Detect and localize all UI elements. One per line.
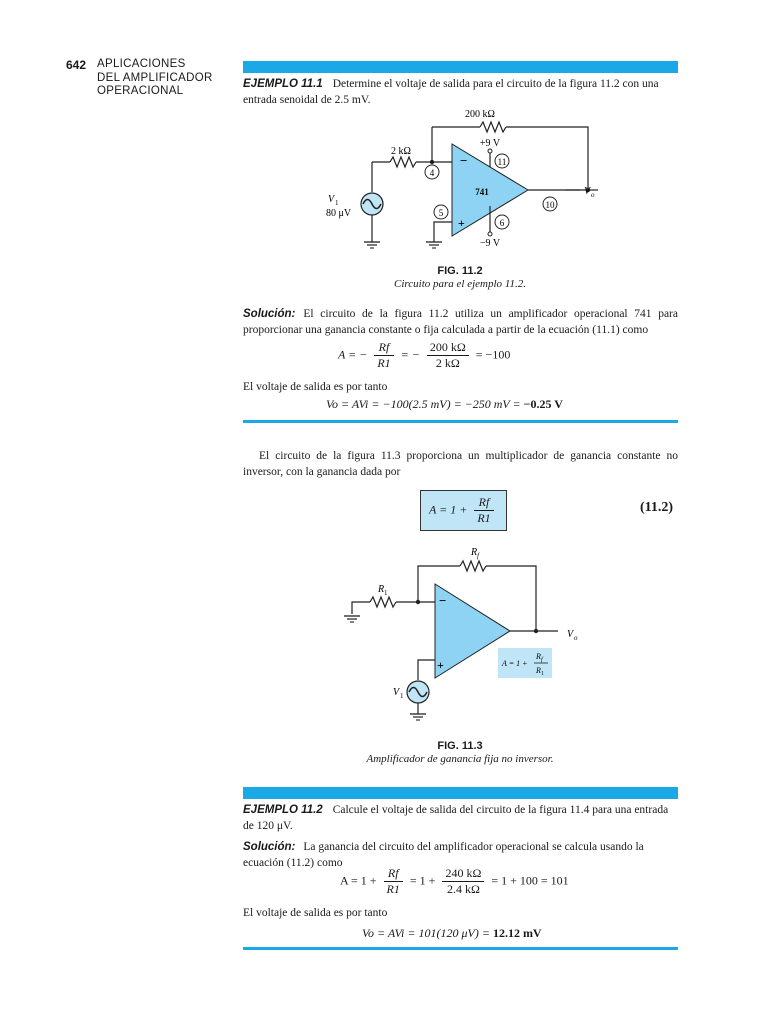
solution-text: La ganancia del circuito del amplificador operacional se calcula usando la ecuación (11.2) como [243,841,644,869]
vminus-label: −9 V [479,238,501,249]
output-equation-11-1 [326,397,563,412]
plus-sign: + [437,658,444,672]
pin-4: 4 [429,168,435,178]
chapter-title-line: APLICACIONES [97,58,186,70]
source-sub: 1 [400,692,404,700]
boxed-equation-11-2 [420,490,507,531]
eq-rhs: = 1 + 100 = 101 [491,873,569,888]
gain-box-den-sub: 1 [541,671,544,677]
eq-frac1-num: Rf [384,866,403,882]
eq-frac2-den: 2 kΩ [435,356,460,370]
opamp-label: 741 [475,187,489,197]
solution-text: El circuito de la figura 11.2 utiliza un amplificador operacional 741 para proporcionar una ganancia constante o fija calculada a partir de la ecuación (11.1) como [243,308,678,336]
output-result: 12.12 mV [492,926,542,940]
example-text: Determine el voltaje de salida para el circuito de la figura 11.2 con una entrada senoidal de 2.5 mV. [243,78,659,106]
vplus-label: +9 V [479,138,501,149]
output-eq: Vo = AVi = 101(120 μV) = [362,926,490,940]
example-bottom-bar [243,420,678,423]
rf-resistor [480,122,506,132]
solution-label: Solución: [243,308,296,320]
eq-frac1-num: Rf [374,340,393,356]
boxed-eq-num: Rf [474,495,493,511]
example-11-2-statement [243,802,678,834]
source-name: V [328,194,335,205]
fig-11-2-caption: Circuito para el ejemplo 11.2. [394,278,526,290]
eq-mid: = 1 + [409,873,436,888]
eq-mid: = − [400,347,420,362]
eq-rhs: = −100 [475,347,511,362]
rf-label: R [471,547,478,558]
example-bottom-bar [243,947,678,950]
figure-11-3-circuit [338,542,598,732]
eq-frac2-den: 2.4 kΩ [446,882,480,896]
example-top-bar [243,787,678,799]
source-sub: 1 [335,199,339,207]
r1-resistor [390,157,416,167]
example-top-bar [243,61,678,73]
minus-sign: − [460,153,468,168]
solution-11-1 [243,306,678,338]
chapter-title-line: DEL AMPLIFICADOR [97,71,213,84]
gain-box-lhs: A = 1 + [502,659,528,668]
minus-sign: − [439,593,447,608]
figure-11-2-circuit [300,104,630,256]
page-number: 642 [66,58,87,72]
eq-frac2-num: 240 kΩ [442,866,484,882]
boxed-eq-lhs: A = 1 + [429,502,468,517]
rf-sub: f [477,552,479,560]
example-label: EJEMPLO 11.1 [243,78,323,90]
gain-box-den: R [536,666,541,675]
example-text: Calcule el voltaje de salida del circuito de la figura 11.4 para una entrada de 120 μV. [243,804,669,832]
rf-label: 200 kΩ [465,109,495,120]
chapter-title-line: OPERACIONAL [97,85,184,97]
pin-11: 11 [497,157,507,167]
noninverting-paragraph: El circuito de la figura 11.3 proporciona un multiplicador de ganancia constante no inversor, con la ganancia dada por [243,450,678,478]
gain-box-num-sub: f [541,657,543,663]
output-sub: o [574,634,578,642]
eq-lhs: A = − [338,347,368,362]
solution-label: Solución: [243,841,296,853]
source-name: V [393,687,400,698]
eq-frac2-num: 200 kΩ [427,340,469,356]
output-vo-sub: o [591,191,595,199]
r1-resistor [370,597,396,607]
equation-number: (11.2) [640,500,674,515]
source-value: 80 μV [326,208,352,219]
output-intro-11-1: El voltaje de salida es por tanto [243,381,388,393]
fig-11-3-caption: Amplificador de ganancia fija no inversor. [366,753,554,765]
gain-equation-11-2 [340,866,569,897]
output-equation-11-2 [362,926,542,941]
output-vo: V [584,186,591,197]
eq-lhs: A = 1 + [340,873,377,888]
fig-11-3-label: FIG. 11.3 [437,740,483,752]
gain-box-num: R [536,652,541,661]
pin-10: 10 [545,200,555,210]
r1-sub: 1 [384,589,388,597]
gain-equation-11-1 [338,340,510,371]
output-eq: Vo = AVi = −100(2.5 mV) = −250 mV = [326,397,521,411]
pin-6: 6 [499,218,505,228]
r1-label: 2 kΩ [391,146,411,157]
pin-5: 5 [438,208,444,218]
eq-frac1-den: R1 [377,356,391,370]
r1-label: R [378,584,385,595]
plus-sign: + [458,216,465,230]
chapter-title [97,58,213,99]
output-v: V [567,629,574,640]
rf-resistor [460,561,486,571]
output-intro-11-2: El voltaje de salida es por tanto [243,907,388,919]
boxed-eq-den: R1 [477,511,491,525]
output-result: −0.25 V [523,397,563,411]
example-label: EJEMPLO 11.2 [243,804,323,816]
fig-11-2-label: FIG. 11.2 [437,265,483,277]
eq-frac1-den: R1 [386,882,400,896]
